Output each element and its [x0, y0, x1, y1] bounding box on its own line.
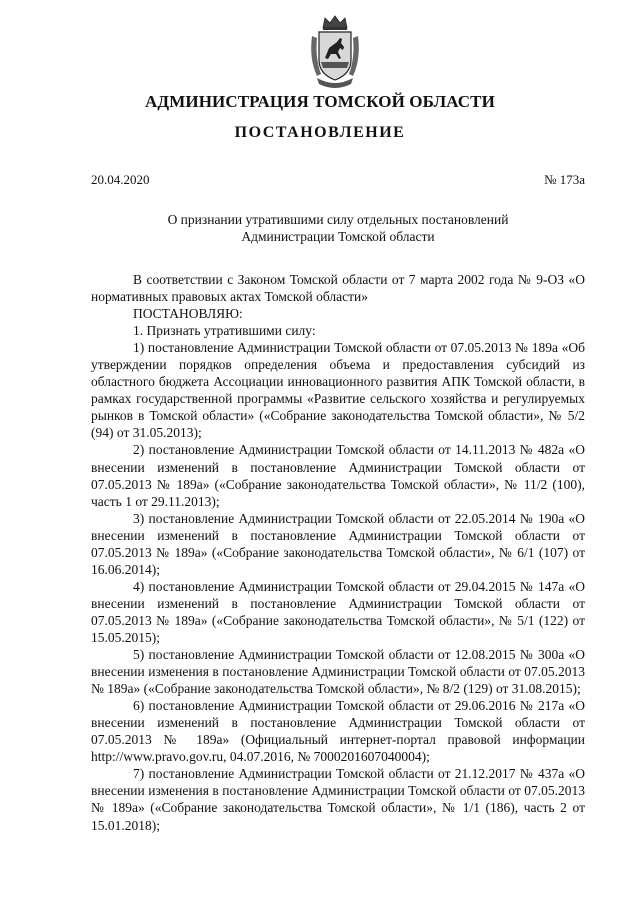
- document-body: [91, 271, 585, 834]
- subject-line-1: О признании утратившими силу отдельных постановлений: [167, 212, 509, 227]
- clause-1: 1. Признать утратившими силу:: [133, 323, 316, 339]
- list-item-5: 5) постановление Администрации Томской области от 12.08.2015 № 300а «О внесении изменения в постановление Администрации Томской области от 07.05.2013 № 189а» («Собрание законодательства Томской области», № 8/2 (129) от 31.08.2015);: [91, 647, 585, 697]
- preamble-paragraph: В соответствии с Законом Томской области от 7 марта 2002 года № 9-ОЗ «О нормативных правовых актах Томской области»: [91, 272, 585, 305]
- subject-line-2: Администрации Томской области: [241, 229, 435, 244]
- list-item-4: 4) постановление Администрации Томской области от 29.04.2015 № 147а «О внесении изменений в постановление Администрации Томской области от 07.05.2013 № 189а» («Собрание законодательства Томской области», № 5/1 (122) от 15.05.2015);: [91, 578, 585, 645]
- list-item-3: 3) постановление Администрации Томской области от 22.05.2014 № 190а «О внесении изменений в постановление Администрации Томской области от 07.05.2013 № 189а» («Собрание законодательства Томской области», № 6/1 (107) от 16.06.2014);: [91, 510, 585, 577]
- list-item-7: 7) постановление Администрации Томской области от 21.12.2017 № 437а «О внесении изменения в постановление Администрации Томской области от 07.05.2013 № 189а» («Собрание законодательства Томской области», № 1/1 (186), часть 2 от 15.01.2018);: [91, 766, 585, 833]
- document-date: 20.04.2020: [91, 172, 150, 187]
- list-item-6: 6) постановление Администрации Томской области от 29.06.2016 № 217а «О внесении изменений в постановление Администрации Томской области от 07.05.2013 № 189а» (Официальный интернет-портал правовой информации http://www.pravo.gov.ru, 04.07.2016, № 7000201607040004);: [91, 698, 585, 765]
- document-type: ПОСТАНОВЛЕНИЕ: [234, 124, 406, 141]
- document-number: № 173а: [544, 172, 585, 187]
- list-item-2: 2) постановление Администрации Томской области от 14.11.2013 № 482а «О внесении изменений в постановление Администрации Томской области от 07.05.2013 № 189а» («Собрание законодательства Томской области», № 11/2 (100), часть 1 от 29.11.2013);: [91, 442, 585, 509]
- decree-word: ПОСТАНОВЛЯЮ:: [133, 306, 243, 322]
- organization-title: АДМИНИСТРАЦИЯ ТОМСКОЙ ОБЛАСТИ: [145, 92, 495, 111]
- document-subject: [91, 211, 585, 245]
- list-item-1: 1) постановление Администрации Томской области от 07.05.2013 № 189а «Об утверждении порядков определения объема и предоставления субсидий из областного бюджета Ассоциации инновационного развития АПК Томской области, в рамках государственной программы «Развитие сельского хозяйства и регулируемых рынков в Томской области» («Собрание законодательства Томской области», № 5/2 (94) от 31.05.2013);: [91, 340, 585, 441]
- tomsk-coat-of-arms-icon: [307, 14, 363, 90]
